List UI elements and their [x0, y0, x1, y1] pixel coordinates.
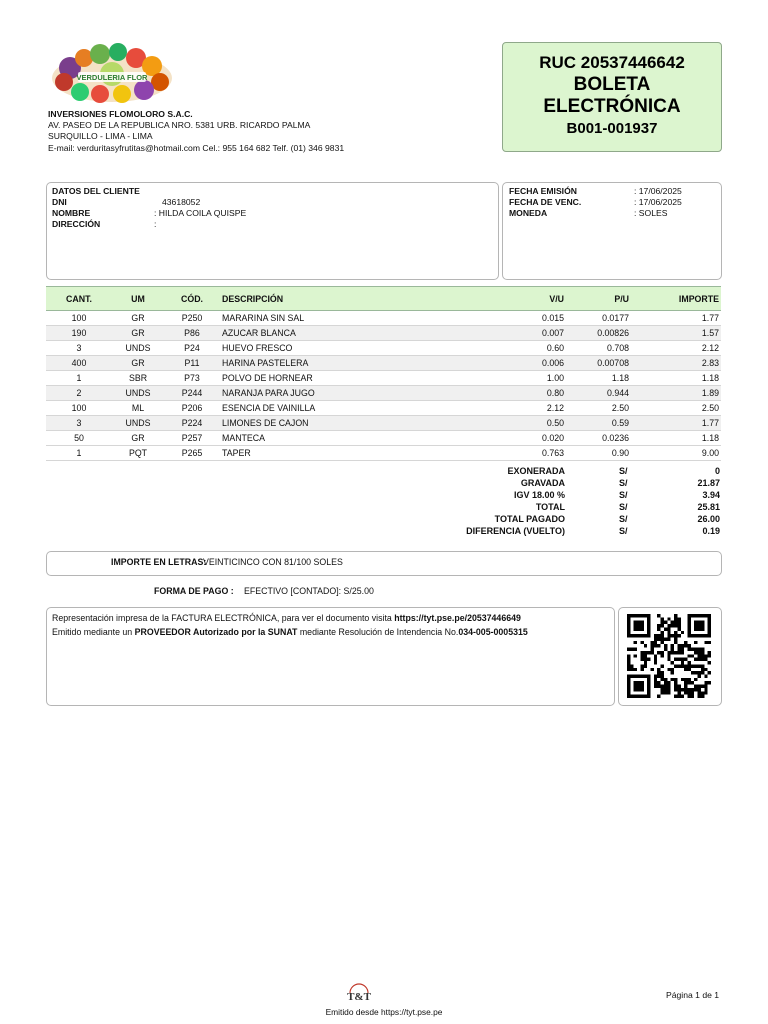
cell-quantity: 100 — [46, 401, 112, 416]
header-code: CÓD. — [164, 287, 220, 311]
ruc-label: RUC — [539, 53, 577, 72]
company-name: INVERSIONES FLOMOLORO S.A.C. — [48, 109, 193, 119]
cell-unit-value: 0.80 — [440, 386, 566, 401]
currency-value: : SOLES — [634, 208, 668, 218]
company-logo — [48, 38, 176, 106]
emission-date-value: : 17/06/2025 — [634, 186, 682, 196]
cell-unit: PQT — [112, 446, 164, 461]
emission-date-label: FECHA EMISIÓN — [509, 186, 577, 196]
cell-unit: GR — [112, 356, 164, 371]
total-label: TOTAL — [535, 502, 565, 512]
representation-text: Representación impresa de la FACTURA ELECTRÓNICA, para ver el documento visita — [52, 613, 395, 623]
document-type-line-2: ELECTRÓNICA — [543, 96, 681, 117]
cell-quantity: 2 — [46, 386, 112, 401]
total-gravada-label: GRAVADA — [520, 478, 565, 488]
cell-quantity: 100 — [46, 311, 112, 326]
cell-code: P224 — [164, 416, 220, 431]
cell-unit-price: 0.00708 — [566, 356, 631, 371]
cell-unit-price: 0.90 — [566, 446, 631, 461]
cell-description: POLVO DE HORNEAR — [220, 371, 440, 386]
cell-amount: 2.50 — [631, 401, 721, 416]
cell-description: ESENCIA DE VAINILLA — [220, 401, 440, 416]
cell-unit: GR — [112, 326, 164, 341]
resolution-text: mediante Resolución de Intendencia No. — [297, 627, 459, 637]
cell-unit-value: 0.007 — [440, 326, 566, 341]
cell-quantity: 1 — [46, 446, 112, 461]
due-date-label: FECHA DE VENC. — [509, 197, 582, 207]
cell-unit-price: 0.0177 — [566, 311, 631, 326]
cell-code: P244 — [164, 386, 220, 401]
company-address-2: SURQUILLO - LIMA - LIMA — [48, 131, 153, 142]
cell-description: HARINA PASTELERA — [220, 356, 440, 371]
representation-line-2 — [52, 627, 528, 637]
payment-value: EFECTIVO [CONTADO]: S/25.00 — [244, 586, 374, 596]
page-number: Página 1 de 1 — [666, 990, 720, 1000]
change-value: 0.19 — [702, 526, 720, 536]
change-label: DIFERENCIA (VUELTO) — [466, 526, 565, 536]
company-address-1: AV. PASEO DE LA REPUBLICA NRO. 5381 URB. RICARDO PALMA — [48, 120, 311, 131]
total-value: 25.81 — [697, 502, 720, 512]
document-number: B001-001937 — [566, 120, 658, 137]
cell-description: LIMONES DE CAJON — [220, 416, 440, 431]
table-row — [46, 341, 721, 356]
cell-unit: GR — [112, 311, 164, 326]
table-row — [46, 446, 721, 461]
cell-amount: 1.77 — [631, 311, 721, 326]
logo-text: VERDULERIA FLOR — [76, 73, 148, 82]
cell-unit-price: 2.50 — [566, 401, 631, 416]
cell-unit-price: 0.0236 — [566, 431, 631, 446]
cell-code: P73 — [164, 371, 220, 386]
cell-description: AZUCAR BLANCA — [220, 326, 440, 341]
cell-unit-value: 0.020 — [440, 431, 566, 446]
total-currency: S/ — [619, 502, 628, 512]
cell-unit-value: 0.015 — [440, 311, 566, 326]
total-paid-currency: S/ — [619, 514, 628, 524]
table-header-row — [46, 287, 721, 311]
cell-code: P250 — [164, 311, 220, 326]
cell-quantity: 3 — [46, 416, 112, 431]
cell-unit-value: 0.50 — [440, 416, 566, 431]
company-contact: E-mail: verduritasyfrutitas@hotmail.com Cel.: 955 164 682 Telf. (01) 346 9831 — [48, 142, 345, 153]
header-description: DESCRIPCIÓN — [220, 287, 440, 311]
header-quantity: CANT. — [46, 287, 112, 311]
header-unit-price: P/U — [566, 287, 631, 311]
total-gravada-value: 21.87 — [697, 478, 720, 488]
cell-amount: 2.12 — [631, 341, 721, 356]
emitted-text: Emitido mediante un — [52, 627, 135, 637]
header-unit-value: V/U — [440, 287, 566, 311]
cell-quantity: 3 — [46, 341, 112, 356]
cell-amount: 1.18 — [631, 371, 721, 386]
cell-quantity: 1 — [46, 371, 112, 386]
cell-unit-price: 0.708 — [566, 341, 631, 356]
cell-code: P86 — [164, 326, 220, 341]
name-label: NOMBRE — [52, 208, 91, 218]
cell-code: P11 — [164, 356, 220, 371]
due-date-value: : 17/06/2025 — [634, 197, 682, 207]
ruc-line — [503, 53, 721, 73]
table-row — [46, 356, 721, 371]
items-table — [46, 286, 721, 461]
cell-unit-price: 0.59 — [566, 416, 631, 431]
name-value: : HILDA COILA QUISPE — [154, 208, 247, 218]
provider-text: PROVEEDOR Autorizado por la SUNAT — [134, 627, 298, 637]
cell-unit-value: 1.00 — [440, 371, 566, 386]
cell-quantity: 400 — [46, 356, 112, 371]
change-currency: S/ — [619, 526, 628, 536]
total-paid-value: 26.00 — [697, 514, 720, 524]
table-row — [46, 401, 721, 416]
cell-description: TAPER — [220, 446, 440, 461]
payment-label: FORMA DE PAGO : — [154, 586, 234, 596]
table-row — [46, 386, 721, 401]
total-exonerada-value: 0 — [714, 466, 720, 476]
cell-unit: SBR — [112, 371, 164, 386]
verification-link[interactable]: https://tyt.pse.pe/20537446649 — [394, 613, 521, 623]
cell-code: P24 — [164, 341, 220, 356]
cell-unit: UNDS — [112, 416, 164, 431]
cell-code: P265 — [164, 446, 220, 461]
cell-unit-price: 0.944 — [566, 386, 631, 401]
cell-amount: 1.89 — [631, 386, 721, 401]
total-exonerada-currency: S/ — [619, 466, 628, 476]
document-type-line-1: BOLETA — [573, 74, 651, 95]
cell-amount: 9.00 — [631, 446, 721, 461]
table-row — [46, 416, 721, 431]
table-row — [46, 431, 721, 446]
table-row — [46, 326, 721, 341]
cell-description: MARARINA SIN SAL — [220, 311, 440, 326]
ruc-number: 20537446642 — [580, 53, 685, 72]
client-section-title: DATOS DEL CLIENTE — [52, 186, 140, 196]
address-value: : — [154, 219, 157, 229]
cell-unit: UNDS — [112, 341, 164, 356]
cell-code: P257 — [164, 431, 220, 446]
cell-unit-price: 0.00826 — [566, 326, 631, 341]
company-info — [48, 109, 344, 154]
cell-unit-price: 1.18 — [566, 371, 631, 386]
ruc-box — [502, 42, 722, 152]
total-igv-currency: S/ — [619, 490, 628, 500]
total-paid-label: TOTAL PAGADO — [494, 514, 565, 524]
tt-logo-text: T&T — [347, 991, 371, 1003]
total-igv-label: IGV 18.00 % — [513, 490, 565, 500]
tt-logo-icon — [344, 981, 374, 1005]
cell-quantity: 190 — [46, 326, 112, 341]
total-gravada-currency: S/ — [619, 478, 628, 488]
cell-description: HUEVO FRESCO — [220, 341, 440, 356]
emitted-from: Emitido desde https://tyt.pse.pe — [325, 1007, 443, 1017]
table-row — [46, 311, 721, 326]
cell-description: MANTECA — [220, 431, 440, 446]
cell-unit-value: 2.12 — [440, 401, 566, 416]
cell-unit: ML — [112, 401, 164, 416]
total-igv-value: 3.94 — [702, 490, 720, 500]
amount-words-label: IMPORTE EN LETRAS: — [111, 557, 207, 567]
qr-code-icon — [624, 614, 714, 698]
cell-description: NARANJA PARA JUGO — [220, 386, 440, 401]
cell-amount: 1.77 — [631, 416, 721, 431]
cell-quantity: 50 — [46, 431, 112, 446]
amount-words-value: VEINTICINCO CON 81/100 SOLES — [203, 557, 343, 567]
currency-label: MONEDA — [509, 208, 548, 218]
address-label: DIRECCIÓN — [52, 219, 101, 229]
header-unit: UM — [112, 287, 164, 311]
dni-label: DNI — [52, 197, 67, 207]
resolution-number: 034-005-0005315 — [458, 627, 528, 637]
cell-unit-value: 0.763 — [440, 446, 566, 461]
total-exonerada-label: EXONERADA — [507, 466, 565, 476]
table-row — [46, 371, 721, 386]
representation-line-1 — [52, 613, 521, 623]
cell-unit-value: 0.60 — [440, 341, 566, 356]
cell-unit-value: 0.006 — [440, 356, 566, 371]
header-amount: IMPORTE — [631, 287, 721, 311]
cell-amount: 2.83 — [631, 356, 721, 371]
dni-value: 43618052 — [162, 197, 201, 207]
cell-unit: UNDS — [112, 386, 164, 401]
cell-amount: 1.57 — [631, 326, 721, 341]
cell-amount: 1.18 — [631, 431, 721, 446]
cell-unit: GR — [112, 431, 164, 446]
cell-code: P206 — [164, 401, 220, 416]
